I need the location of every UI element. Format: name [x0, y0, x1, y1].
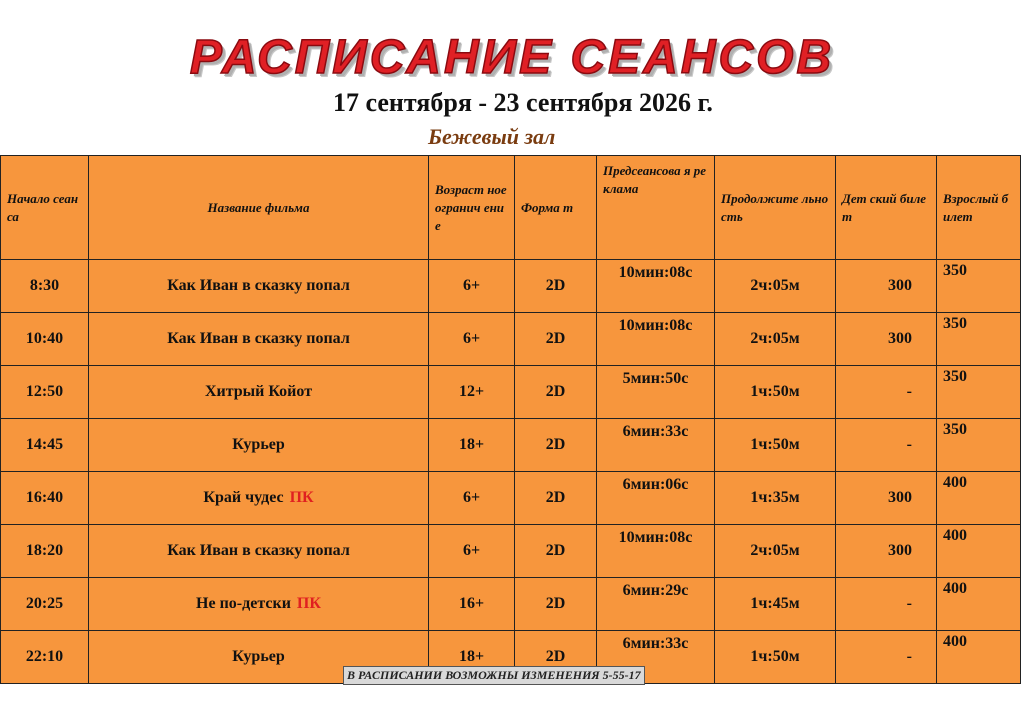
duration-cell — [715, 260, 836, 313]
film-title-text: Как Иван в сказку попал — [167, 277, 350, 294]
start-time-cell — [1, 631, 89, 684]
adult-ticket-text: 400 — [943, 474, 967, 491]
format-cell — [515, 525, 597, 578]
film-title-text: Как Иван в сказку попал — [167, 330, 350, 347]
start-time-cell — [1, 313, 89, 366]
column-header-film-title: Название фильма — [89, 156, 429, 260]
child-ticket-text: - — [906, 595, 912, 612]
column-header-start-time: Начало сеанса — [1, 156, 89, 260]
child-ticket-text: - — [906, 436, 912, 453]
format-text: 2D — [545, 595, 566, 612]
duration-cell — [715, 366, 836, 419]
start-time-cell — [1, 366, 89, 419]
age-rating-text: 6+ — [462, 489, 481, 506]
duration-cell — [715, 313, 836, 366]
format-text: 2D — [545, 489, 566, 506]
column-header-age-rating: Возраст ное огранич ение — [429, 156, 515, 260]
start-time-text: 10:40 — [25, 330, 64, 347]
film-title-cell — [89, 366, 429, 419]
film-title-text: Курьер — [232, 648, 285, 665]
adult-ticket-text: 350 — [943, 421, 967, 438]
age-rating-cell — [429, 260, 515, 313]
format-cell — [515, 366, 597, 419]
film-title-text: Хитрый Койот — [204, 383, 313, 400]
age-rating-cell — [429, 472, 515, 525]
column-header-duration: Продолжите льность — [715, 156, 836, 260]
pre-show-ads-text: 10мин:08с — [618, 529, 693, 546]
age-rating-cell — [429, 366, 515, 419]
adult-ticket-cell — [937, 525, 1021, 578]
film-title-text: Как Иван в сказку попал — [167, 542, 350, 559]
format-text: 2D — [545, 436, 566, 453]
age-rating-text: 6+ — [462, 542, 481, 559]
format-text: 2D — [545, 542, 566, 559]
start-time-text: 16:40 — [25, 489, 64, 506]
date-range: 17 сентября - 23 сентября 2026 г. — [333, 88, 713, 117]
pre-show-ads-cell — [597, 260, 715, 313]
child-ticket-text: 300 — [888, 330, 912, 347]
start-time-cell — [1, 419, 89, 472]
adult-ticket-cell — [937, 313, 1021, 366]
age-rating-cell — [429, 525, 515, 578]
column-header-child-ticket: Дет ский биле т — [836, 156, 937, 260]
child-ticket-text: - — [906, 648, 912, 665]
duration-text: 2ч:05м — [750, 542, 800, 559]
adult-ticket-text: 350 — [943, 315, 967, 332]
age-rating-text: 16+ — [458, 595, 485, 612]
format-cell — [515, 419, 597, 472]
duration-cell — [715, 419, 836, 472]
child-ticket-cell — [836, 313, 937, 366]
format-text: 2D — [545, 277, 566, 294]
pre-show-ads-cell — [597, 313, 715, 366]
film-title-text: Курьер — [232, 436, 285, 453]
film-title-text: Не по-детски — [196, 595, 291, 612]
format-cell — [515, 578, 597, 631]
start-time-text: 14:45 — [25, 436, 64, 453]
film-title-cell — [89, 419, 429, 472]
age-rating-cell — [429, 578, 515, 631]
child-ticket-cell — [836, 631, 937, 684]
age-rating-cell — [429, 419, 515, 472]
table-row — [1, 366, 1021, 419]
table-row — [1, 260, 1021, 313]
start-time-text: 12:50 — [25, 383, 64, 400]
film-title-cell — [89, 313, 429, 366]
pre-show-ads-text: 6мин:29с — [622, 582, 689, 599]
duration-cell — [715, 631, 836, 684]
child-ticket-cell — [836, 472, 937, 525]
child-ticket-cell — [836, 578, 937, 631]
table-row — [1, 419, 1021, 472]
pre-show-ads-text: 6мин:06с — [622, 476, 689, 493]
table-row — [1, 578, 1021, 631]
age-rating-text: 18+ — [458, 648, 485, 665]
pre-show-ads-cell — [597, 578, 715, 631]
pre-show-ads-text: 6мин:33с — [622, 635, 689, 652]
pre-show-ads-cell — [597, 366, 715, 419]
column-header-adult-ticket: Взрослый билет — [937, 156, 1021, 260]
pushkin-card-tag: ПК — [289, 489, 314, 506]
duration-text: 1ч:35м — [750, 489, 800, 506]
child-ticket-cell — [836, 260, 937, 313]
child-ticket-cell — [836, 525, 937, 578]
adult-ticket-text: 400 — [943, 527, 967, 544]
duration-text: 2ч:05м — [750, 277, 800, 294]
film-title-cell — [89, 472, 429, 525]
duration-text: 1ч:50м — [750, 648, 800, 665]
age-rating-text: 6+ — [462, 330, 481, 347]
adult-ticket-cell — [937, 419, 1021, 472]
start-time-text: 8:30 — [29, 277, 60, 294]
hall-name: Бежевый зал — [428, 124, 556, 149]
pushkin-card-tag: ПК — [296, 595, 321, 612]
pre-show-ads-cell — [597, 419, 715, 472]
film-title-cell — [89, 525, 429, 578]
format-cell — [515, 472, 597, 525]
column-header-pre-show-ads: Предсеансова я реклама — [597, 156, 715, 260]
pre-show-ads-text: 10мин:08с — [618, 264, 693, 281]
film-title-text: Край чудес — [203, 489, 284, 506]
start-time-text: 18:20 — [25, 542, 64, 559]
adult-ticket-cell — [937, 260, 1021, 313]
pre-show-ads-text: 5мин:50с — [622, 370, 689, 387]
start-time-text: 22:10 — [25, 648, 64, 665]
table-row — [1, 472, 1021, 525]
adult-ticket-text: 400 — [943, 580, 967, 597]
pre-show-ads-text: 10мин:08с — [618, 317, 693, 334]
schedule-table — [0, 155, 1021, 684]
adult-ticket-cell — [937, 631, 1021, 684]
start-time-text: 20:25 — [25, 595, 64, 612]
start-time-cell — [1, 472, 89, 525]
format-cell — [515, 313, 597, 366]
header-row — [1, 156, 1021, 260]
format-text: 2D — [545, 648, 566, 665]
child-ticket-cell — [836, 366, 937, 419]
adult-ticket-cell — [937, 366, 1021, 419]
duration-text: 2ч:05м — [750, 330, 800, 347]
duration-text: 1ч:50м — [750, 436, 800, 453]
film-title-cell — [89, 578, 429, 631]
table-row — [1, 313, 1021, 366]
adult-ticket-cell — [937, 472, 1021, 525]
start-time-cell — [1, 260, 89, 313]
pre-show-ads-cell — [597, 472, 715, 525]
child-ticket-cell — [836, 419, 937, 472]
schedule-change-note: В РАСПИСАНИИ ВОЗМОЖНЫ ИЗМЕНЕНИЯ 5-55-17 — [343, 666, 645, 685]
age-rating-cell — [429, 313, 515, 366]
column-header-format: Форма т — [515, 156, 597, 260]
duration-cell — [715, 472, 836, 525]
page-title: РАСПИСАНИЕ СЕАНСОВ — [189, 31, 835, 84]
duration-cell — [715, 578, 836, 631]
duration-cell — [715, 525, 836, 578]
age-rating-text: 6+ — [462, 277, 481, 294]
duration-text: 1ч:45м — [750, 595, 800, 612]
pre-show-ads-text: 6мин:33с — [622, 423, 689, 440]
age-rating-text: 12+ — [458, 383, 485, 400]
start-time-cell — [1, 578, 89, 631]
child-ticket-text: 300 — [888, 542, 912, 559]
child-ticket-text: 300 — [888, 277, 912, 294]
duration-text: 1ч:50м — [750, 383, 800, 400]
format-text: 2D — [545, 383, 566, 400]
child-ticket-text: 300 — [888, 489, 912, 506]
adult-ticket-text: 350 — [943, 262, 967, 279]
adult-ticket-text: 350 — [943, 368, 967, 385]
film-title-cell — [89, 260, 429, 313]
adult-ticket-text: 400 — [943, 633, 967, 650]
age-rating-text: 18+ — [458, 436, 485, 453]
child-ticket-text: - — [906, 383, 912, 400]
format-text: 2D — [545, 330, 566, 347]
adult-ticket-cell — [937, 578, 1021, 631]
start-time-cell — [1, 525, 89, 578]
format-cell — [515, 260, 597, 313]
table-row — [1, 525, 1021, 578]
pre-show-ads-cell — [597, 525, 715, 578]
